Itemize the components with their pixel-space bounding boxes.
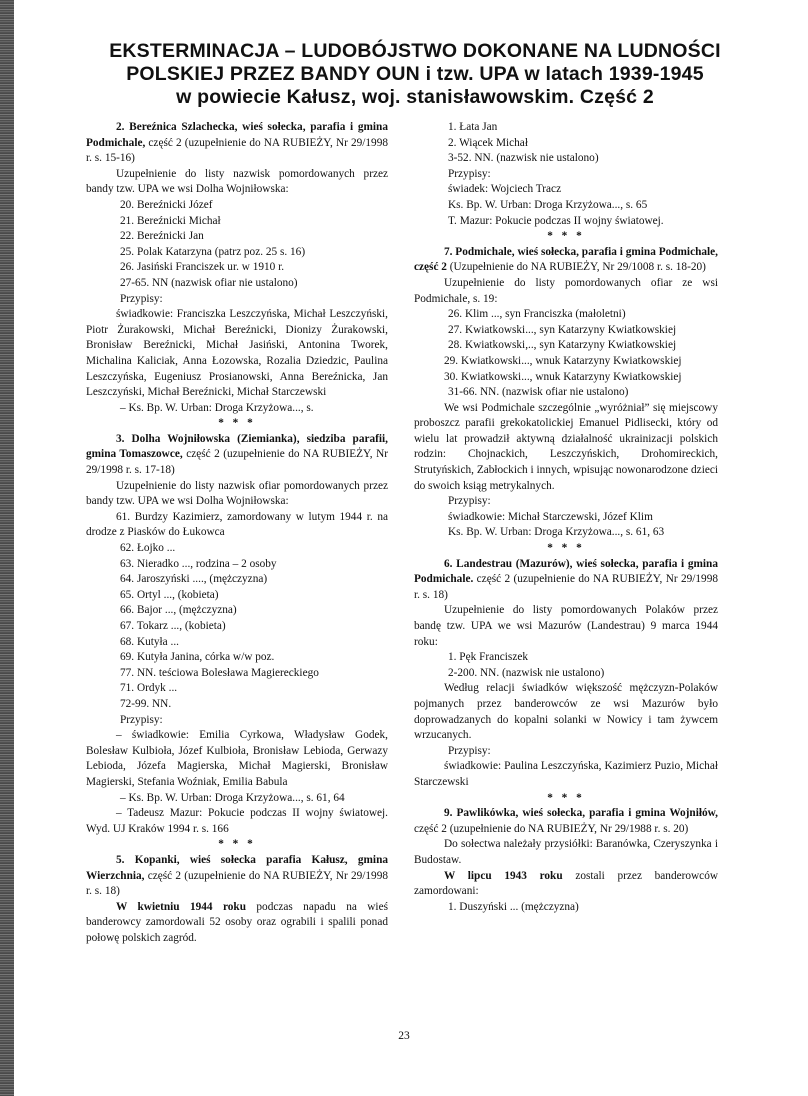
- page-number: 23: [398, 1030, 410, 1042]
- section-divider: * * *: [547, 542, 585, 555]
- section-divider: * * *: [547, 791, 585, 804]
- list-item: Ks. Bp. W. Urban: Droga Krzyżowa..., s. 61, 63: [448, 526, 665, 539]
- list-item: 64. Jaroszyński ...., (mężczyzna): [120, 573, 268, 586]
- list-item: Przypisy:: [120, 713, 163, 726]
- list-item: 1. Pęk Franciszek: [448, 651, 528, 664]
- list-item: 27. Kwiatkowski..., syn Katarzyny Kwiatkowskiej: [448, 323, 677, 336]
- list-item: 2. Wiącek Michał: [448, 136, 528, 149]
- section-9-text-1: Do sołectwa należały przysiółki: Baranówka, Czeryszynka i Budostaw.: [414, 838, 718, 866]
- list-item: Ks. Bp. W. Urban: Droga Krzyżowa..., s. 65: [448, 198, 648, 211]
- list-item: 1. Duszyński ... (mężczyzna): [448, 900, 579, 913]
- list-item: 1. Łata Jan: [448, 121, 498, 133]
- section-9-heading: 9. Pawlikówka, wieś sołecka, parafia i gmina Wojniłów, część 2 (uzupełnienie do NA RUBIEŻY, Nr 29/1988 r. s. 20): [414, 807, 718, 835]
- section-3-heading: 3. Dolha Wojniłowska (Ziemianka), siedziba parafii, gmina Tomaszowce, część 2 (uzupełnienie do NA RUBIEŻY, Nr 29/1998 r. s. 17-18): [86, 432, 388, 477]
- list-item: Przypisy:: [448, 495, 491, 508]
- section-3-source-2: – Tadeusz Mazur: Pokucie podczas II wojny światowej. Wyd. UJ Kraków 1994 r. s. 166: [86, 807, 388, 835]
- list-item: 26. Klim ..., syn Franciszka (małoletni): [448, 308, 626, 321]
- list-item: 3-52. NN. (nazwisk nie ustalono): [448, 152, 599, 165]
- list-item: 2-200. NN. (nazwisk nie ustalono): [448, 666, 605, 679]
- list-item: 27-65. NN (nazwisk ofiar nie ustalono): [120, 276, 298, 289]
- list-item: 77. NN. teściowa Bolesława Magiereckiego: [120, 666, 319, 679]
- list-item: 72-99. NN.: [120, 697, 172, 710]
- section-9-text-2: W lipcu 1943 roku zostali przez banderowców zamordowani:: [414, 869, 719, 898]
- list-item: 22. Bereźnicki Jan: [120, 230, 204, 243]
- section-7-intro: Uzupełnienie do listy pomordowanych ofiar ze wsi Podmichale, s. 19:: [414, 276, 718, 305]
- list-item: Przypisy:: [448, 167, 491, 180]
- list-item: 71. Ordyk ...: [120, 682, 178, 695]
- section-7-entry-29: 29. Kwiatkowski..., wnuk Katarzyny Kwiatkowskiej: [444, 354, 682, 367]
- list-item: 21. Bereźnicki Michał: [120, 214, 221, 227]
- list-item: 68. Kutyła ...: [120, 635, 179, 648]
- list-item: 31-66. NN. (nazwisk ofiar nie ustalono): [448, 386, 629, 399]
- title-line-2: POLSKIEJ PRZEZ BANDY OUN i tzw. UPA w latach 1939-1945: [126, 63, 704, 85]
- section-2-intro: Uzupełnienie do listy nazwisk pomordowanych przez bandy tzw. UPA we wsi Dolha Wojniłowska:: [86, 167, 388, 196]
- title-line-3: w powiecie Kałusz, woj. stanisławowskim. Część 2: [176, 86, 654, 108]
- section-3-intro: Uzupełnienie do listy nazwisk ofiar pomordowanych przez bandy tzw. UPA we wsi Dolha Wojniłowska:: [86, 479, 388, 508]
- section-6-witnesses: świadkowie: Paulina Leszczyńska, Kazimierz Puzio, Michał Starczewski: [414, 760, 718, 788]
- list-item: 62. Łojko ...: [120, 542, 176, 555]
- section-7-entry-30: 30. Kwiatkowski..., wnuk Katarzyny Kwiatkowskiej: [444, 370, 682, 383]
- list-item: 28. Kwiatkowski,.., syn Katarzyny Kwiatkowskiej: [448, 339, 677, 352]
- list-item: 67. Tokarz ..., (kobieta): [120, 620, 226, 632]
- list-item: świadek: Wojciech Tracz: [448, 183, 562, 196]
- list-item: 20. Bereźnicki Józef: [120, 198, 213, 211]
- section-7-heading: 7. Podmichale, wieś sołecka, parafia i gmina Podmichale, część 2 (Uzupełnienie do NA RUBIEŻY, Nr 29/1008 r. s. 18-20): [414, 245, 718, 274]
- section-divider: * * *: [218, 838, 256, 851]
- list-item: 69. Kutyła Janina, córka w/w poz.: [120, 651, 275, 664]
- list-item: 65. Ortyl ..., (kobieta): [120, 588, 219, 601]
- section-5-heading: 5. Kopanki, wieś sołecka parafia Kałusz, gmina Wierzchnia, część 2 (uzupełnienie do NA RUBIEŻY, Nr 29/1998 r. s. 18): [86, 853, 388, 898]
- section-divider: * * *: [218, 417, 256, 430]
- list-item: świadkowie: Michał Starczewski, Józef Klim: [448, 510, 653, 523]
- section-3-witnesses: – świadkowie: Emilia Cyrkowa, Władysław Godek, Bolesław Kulbioła, Józef Kulbioła, Bronisław Lebioda, Gerwazy Lebioda, Józefa Magierska, Michał Magierski, Bronisław Magierski, Stefania Woźniak, Emilia Babula: [86, 729, 388, 788]
- section-2-heading: 2. Bereźnica Szlachecka, wieś sołecka, parafia i gmina Podmichale, część 2 (uzupełnienie do NA RUBIEŻY, Nr 29/1998 r. s. 15-16): [86, 121, 388, 165]
- section-3-entry-61: 61. Burdzy Kazimierz, zamordowany w lutym 1944 r. na drodze z Piasków do Łukowca: [86, 510, 388, 539]
- section-2-source: – Ks. Bp. W. Urban: Droga Krzyżowa..., s.: [120, 401, 314, 414]
- section-6-text: Według relacji świadków większość mężczyzn-Polaków pojmanych przez banderowców ze wsi Mazurów było doprowadzanych do kopalni solanki w Nowicy i tam żywcem wrzucanych.: [414, 682, 718, 742]
- list-item: 63. Nieradko ..., rodzina – 2 osoby: [120, 557, 277, 570]
- scan-edge-shadow: [0, 0, 14, 1096]
- section-5-text: W kwietniu 1944 roku podczas napadu na wieś banderowcy zamordowali 52 osoby oraz ograbili i spalili ponad połowę polskich zagród.: [86, 900, 388, 944]
- section-3-source-1: – Ks. Bp. W. Urban: Droga Krzyżowa..., s. 61, 64: [120, 791, 345, 804]
- title-line-1: EKSTERMINACJA – LUDOBÓJSTWO DOKONANE NA LUDNOŚCI: [109, 40, 721, 62]
- right-column: [414, 120, 718, 915]
- list-item: 66. Bajor ..., (mężczyzna): [120, 604, 237, 617]
- section-divider: * * *: [547, 230, 585, 243]
- left-column: [86, 120, 388, 946]
- list-item: 26. Jasiński Franciszek ur. w 1910 r.: [120, 261, 285, 274]
- list-item: 25. Polak Katarzyna (patrz poz. 25 s. 16): [120, 245, 306, 258]
- section-6-heading: 6. Landestrau (Mazurów), wieś sołecka, parafia i gmina Podmichale. część 2 (uzupełnienie do NA RUBIEŻY, Nr 29/1998 r. s. 18): [414, 557, 718, 601]
- page-title: [70, 40, 760, 109]
- section-6-intro: Uzupełnienie do listy pomordowanych Polaków przez bandę tzw. UPA we wsi Mazurów (Landestrau) 9 marca 1944 roku:: [414, 604, 718, 648]
- list-item: T. Mazur: Pokucie podczas II wojny światowej.: [448, 214, 664, 227]
- list-item: Przypisy:: [448, 744, 491, 757]
- section-2-witnesses: świadkowie: Franciszka Leszczyńska, Michał Leszczyński, Piotr Żurakowski, Michał Bereźnicki, Dionizy Żurakowski, Bronisław Bereźnicki, Michał Jasiński, Antonina Tworek, Michalina Kaliciak, Anna Łozowska, Rozalia Dziedzic, Paulina Leszczyńska, Eugeniusz Prosianowski, Anna Bereźnicka, Jan Leszczyński, Michał Bereźnicki, Michał Starczewski: [86, 308, 388, 399]
- list-item: Przypisy:: [120, 292, 163, 305]
- section-7-text: We wsi Podmichale szczególnie „wyróżniał” się miejscowy proboszcz parafii grekokatolickiej Emanuel Pidlisecki, który od wielu lat prowadził aktywną działalność ukrainizacji polskich rodzin: Chojnackich, Leszczyńskich, Drohomireckich, Strutyńskich, Zabłockich i innych, wpisując nowonarodzone dzieci do swoich ksiąg metrykalnych.: [414, 401, 718, 492]
